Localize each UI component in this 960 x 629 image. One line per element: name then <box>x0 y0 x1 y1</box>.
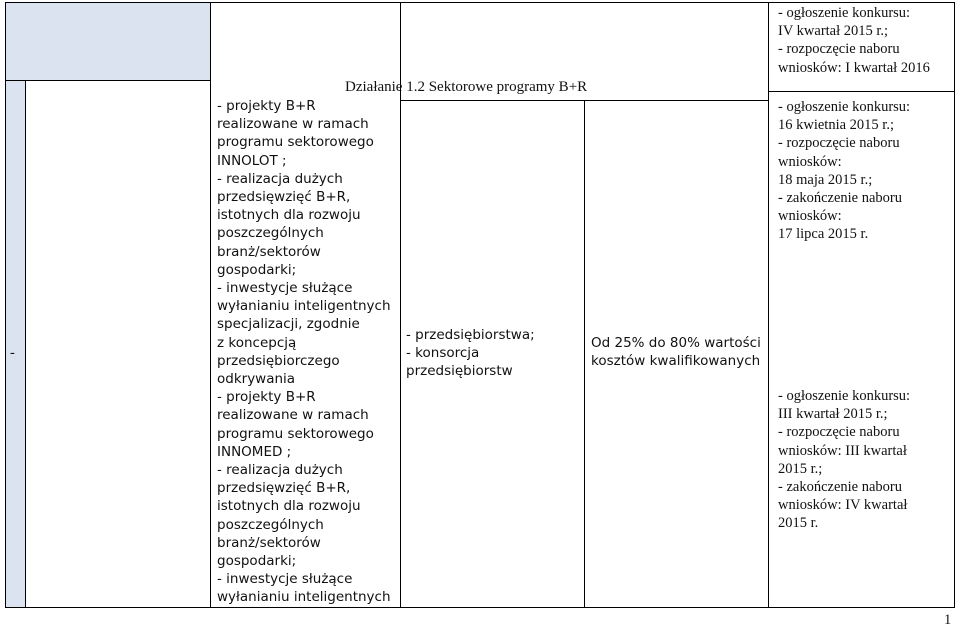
col5-line: wniosków: III kwartał <box>778 442 907 459</box>
shaded-header-cell-left <box>5 3 210 80</box>
shaded-side-cell <box>5 80 25 607</box>
row-divider-right <box>768 91 955 92</box>
col5-line: - ogłoszenie konkursu: <box>778 388 911 404</box>
col2-line: - inwestycje służące <box>217 280 353 297</box>
col2-line: realizowane w ramach <box>217 407 369 424</box>
col5-line: - zakończenie naboru <box>778 190 902 207</box>
col-divider-1 <box>25 80 26 608</box>
col2-line: gospodarki; <box>217 261 297 278</box>
col2-line: wyłanianiu inteligentnych <box>217 589 391 606</box>
col5-line: - ogłoszenie konkursu: <box>778 99 911 115</box>
action-header: Działanie 1.2 Sektorowe programy B+R <box>345 79 588 95</box>
col4-funding <box>591 334 761 370</box>
col2-line: - realizacja dużych <box>217 462 343 479</box>
col2-line: poszczególnych <box>217 225 324 242</box>
col2-line: - projekty B+R <box>217 389 316 406</box>
table-border-right <box>954 2 955 608</box>
col2-line: z koncepcją <box>217 334 297 351</box>
col5-line: - rozpoczęcie naboru <box>778 424 900 441</box>
col5-line: wniosków: IV kwartał <box>778 497 908 514</box>
top-right-cell <box>778 4 930 77</box>
col2-line: specjalizacji, zgodnie <box>217 316 360 333</box>
col5-line: - rozpoczęcie naboru <box>778 135 900 152</box>
col5-line: wniosków: <box>778 208 842 225</box>
col5-line: 2015 r.; <box>778 460 823 477</box>
col2-line: przedsięwzięć B+R, <box>217 480 351 497</box>
col2-line: INNOMED ; <box>217 443 292 460</box>
col-divider-2 <box>210 2 211 608</box>
col5-line: III kwartał 2015 r.; <box>778 406 888 423</box>
col4-line: Od 25% do 80% wartości <box>591 335 761 351</box>
col2-line: odkrywania <box>217 371 296 388</box>
col5-line: - zakończenie naboru <box>778 479 902 496</box>
col5-line: 18 maja 2015 r.; <box>778 171 873 188</box>
col-divider-5 <box>768 2 769 608</box>
col2-line: poszczególnych <box>217 516 324 533</box>
col3-beneficiaries <box>406 326 535 381</box>
col2-line: programu sektorowego <box>217 425 374 442</box>
col3-line: przedsiębiorstw <box>406 363 513 380</box>
col2-line: gospodarki; <box>217 553 297 570</box>
col2-line: istotnych dla rozwoju <box>217 498 361 515</box>
col2-line: branż/sektorów <box>217 534 321 551</box>
top-right-line: - rozpoczęcie naboru <box>778 41 900 58</box>
col3-line: - przedsiębiorstwa; <box>406 327 535 343</box>
table-border-top <box>5 2 955 3</box>
col5-line: 16 kwietnia 2015 r.; <box>778 117 894 134</box>
col2-line: przedsięwzięć B+R, <box>217 189 351 206</box>
col4-line: kosztów kwalifikowanych <box>591 353 761 370</box>
col2-line: - inwestycje służące <box>217 571 353 588</box>
col3-line: - konsorcja <box>406 345 480 362</box>
col2-activities <box>217 97 391 607</box>
col2-line: branż/sektorów <box>217 243 321 260</box>
page-number: 1 <box>944 612 952 628</box>
col1-dash: - <box>10 345 15 361</box>
col5-line: 2015 r. <box>778 515 819 532</box>
col-divider-4 <box>584 100 585 608</box>
col2-line: - projekty B+R <box>217 98 316 114</box>
row-divider-top <box>5 80 210 81</box>
col2-line: INNOLOT ; <box>217 152 287 169</box>
col5-schedule-1 <box>778 98 910 244</box>
col2-line: - realizacja dużych <box>217 170 343 187</box>
col5-line: wniosków: <box>778 153 842 170</box>
top-right-line: IV kwartał 2015 r.; <box>778 23 889 40</box>
table-border-left <box>5 2 6 608</box>
col2-line: wyłanianiu inteligentnych <box>217 298 391 315</box>
col2-line: przedsiębiorczego <box>217 352 340 369</box>
top-right-line: wniosków: I kwartał 2016 <box>778 59 930 76</box>
top-right-line: - ogłoszenie konkursu: <box>778 5 911 21</box>
col2-line: realizowane w ramach <box>217 116 369 133</box>
col2-line: programu sektorowego <box>217 134 374 151</box>
col2-line: istotnych dla rozwoju <box>217 207 361 224</box>
col5-line: 17 lipca 2015 r. <box>778 226 869 243</box>
table-border-bottom <box>5 607 955 608</box>
col5-schedule-2 <box>778 387 910 533</box>
